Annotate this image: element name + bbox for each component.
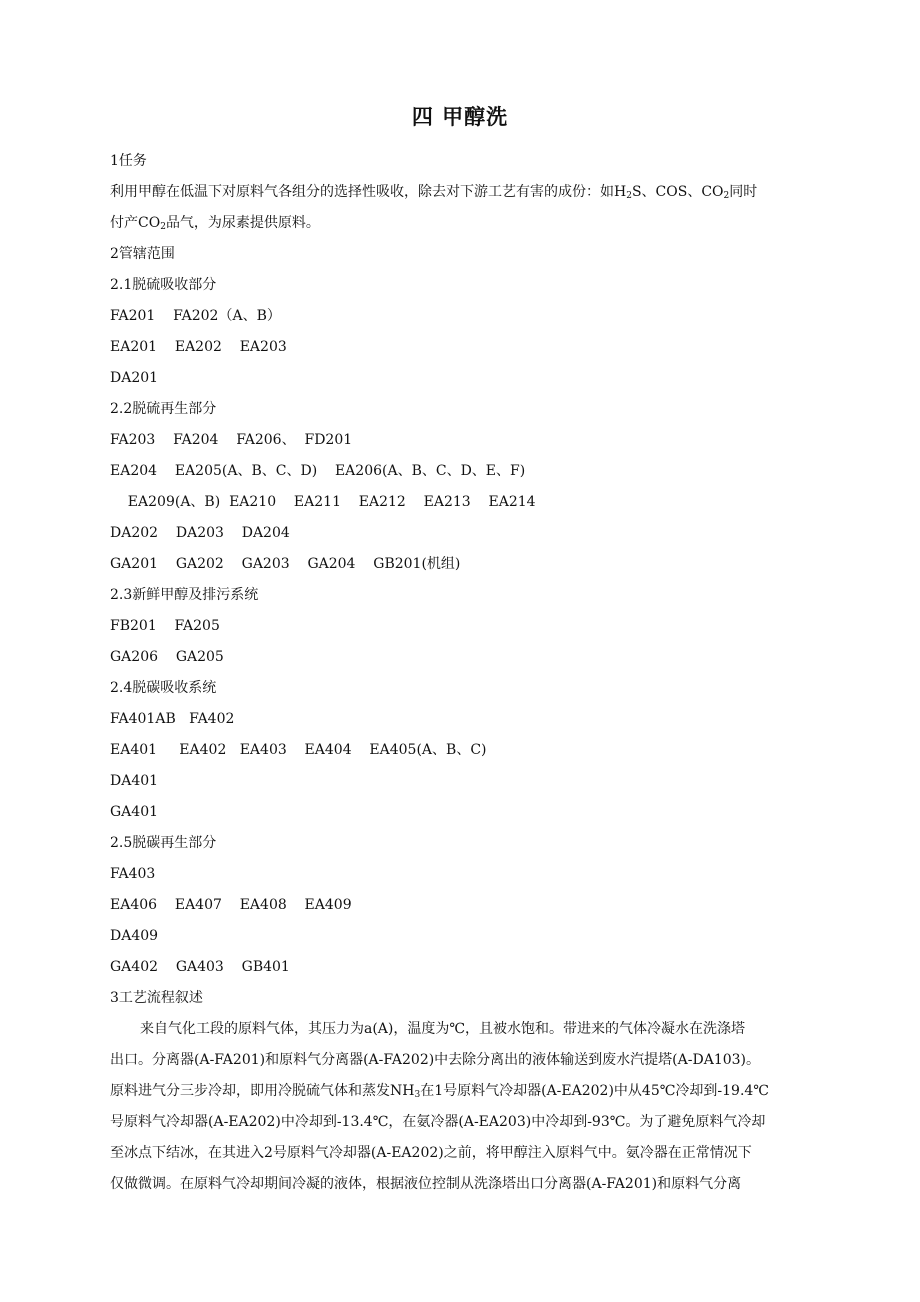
scope-line: DA201 [110, 370, 159, 386]
scope-line: FB201 FA205 [110, 618, 220, 634]
scope-line: GA402 GA403 GB401 [110, 959, 290, 975]
scope-line: DA401 [110, 773, 159, 789]
scope-line: FA203 FA204 FA206、 FD201 [110, 432, 353, 448]
page-title: 四 甲醇洗 [411, 105, 509, 129]
task-line-2: 付产$CO_2$品气，为尿素提供原料。 [110, 215, 320, 232]
scope-line: FA201 FA202（A、B） [110, 308, 281, 324]
scope-line: GA201 GA202 GA203 GA204 GB201(机组) [110, 556, 461, 572]
scope-line: FA401AB FA402 [110, 711, 235, 727]
scope-line: DA202 DA203 DA204 [110, 525, 290, 541]
scope-line: FA403 [110, 866, 156, 882]
process-paragraph-line: 仅做微调。在原料气冷却期间冷凝的液体，根据液位控制从洗涤塔出口分离器(A-FA201)和原料气分离 [110, 1176, 742, 1192]
process-paragraph-line: 来自气化工段的原料气体，其压力为a(A)，温度为℃，且被水饱和。带进来的气体冷凝水在洗涤塔 [140, 1021, 746, 1037]
process-paragraph-line: 至冰点下结冰，在其进入2号原料气冷却器(A-EA202)之前，将甲醇注入原料气中。氨冷器在正常情况下 [110, 1145, 752, 1161]
document-body [110, 146, 832, 1200]
scope-line: EA209(A、B) EA210 EA211 EA212 EA213 EA214 [110, 494, 536, 510]
scope-line: GA401 [110, 804, 159, 820]
process-paragraph-line: 出口。分离器(A-FA201)和原料气分离器(A-FA202)中去除分离出的液体输送到废水汽提塔(A-DA103)。 [110, 1052, 761, 1068]
scope-line: EA201 EA202 EA203 [110, 339, 287, 355]
scope-line: 2.4脱碳吸收系统 [110, 680, 217, 696]
scope-line: 2.5脱碳再生部分 [110, 835, 217, 851]
scope-line: 2.2脱硫再生部分 [110, 401, 217, 417]
scope-line: EA406 EA407 EA408 EA409 [110, 897, 352, 913]
scope-line: GA206 GA205 [110, 649, 224, 665]
scope-line: 2.3新鲜甲醇及排污系统 [110, 587, 259, 603]
section-heading-scope: 2管辖范围 [110, 246, 175, 262]
process-paragraph-line: 原料进气分三步冷却，即用冷脱硫气体和蒸发$NH_3$在1号原料气冷却器(A-EA202)中从45℃冷却到-19.4℃ [110, 1083, 769, 1100]
process-paragraph-line: 号原料气冷却器(A-EA202)中冷却到-13.4℃，在氨冷器(A-EA203)中冷却到-93℃。为了避免原料气冷却 [110, 1114, 766, 1130]
section-heading-task: 1任务 [110, 153, 147, 169]
scope-line: DA409 [110, 928, 159, 944]
scope-line: EA401 EA402 EA403 EA404 EA405(A、B、C) [110, 742, 487, 758]
section-heading-process: 3工艺流程叙述 [110, 990, 203, 1006]
task-line-1: 利用甲醇在低温下对原料气各组分的选择性吸收，除去对下游工艺有害的成份：如$H_2S$、COS、$CO_2$同时 [110, 184, 758, 201]
scope-line: 2.1脱硫吸收部分 [110, 277, 217, 293]
scope-line: EA204 EA205(A、B、C、D) EA206(A、B、C、D、E、F) [110, 463, 526, 479]
